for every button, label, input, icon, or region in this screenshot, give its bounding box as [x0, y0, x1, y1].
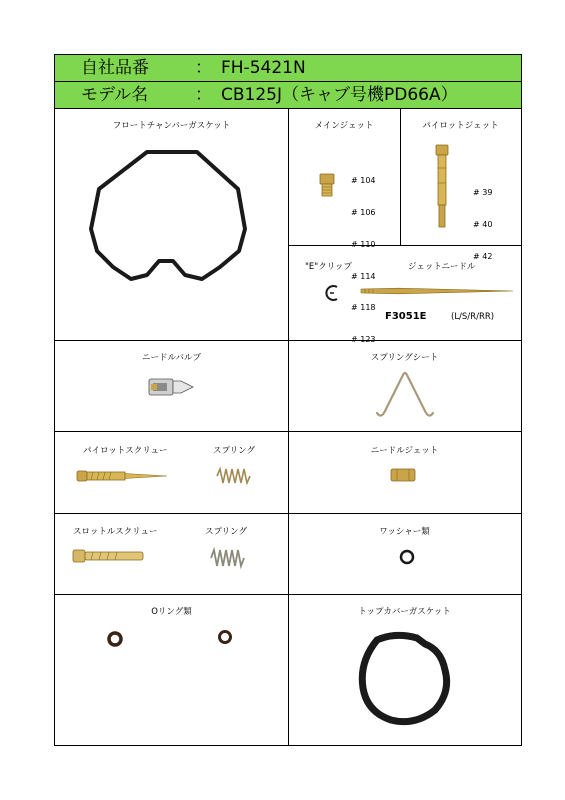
pilot-jet-size: # 40 — [473, 219, 493, 229]
top-cover-gasket-image — [355, 630, 455, 730]
needle-jet-image — [389, 467, 419, 483]
e-clip-image — [323, 283, 343, 303]
main-jet-image — [317, 171, 347, 201]
o-ring-image — [215, 627, 235, 647]
float-gasket-image — [55, 109, 288, 339]
parts-sheet — [54, 54, 522, 746]
o-ring-label: Oリング類 — [151, 607, 192, 617]
model-value: CB125J（キャブ号機PD66A） — [221, 85, 458, 105]
main-jet-size: # 106 — [351, 207, 376, 217]
model-row — [55, 82, 521, 109]
needle-jet-label: ニードルジェット — [370, 446, 439, 456]
main-jet-size: # 114 — [351, 271, 376, 281]
needle-valve-image — [147, 375, 197, 399]
model-colon: ： — [195, 85, 212, 105]
jet-needle-label: ジェットニードル — [408, 262, 476, 272]
main-jet-size: # 118 — [351, 303, 376, 313]
row-divider-4 — [55, 594, 521, 595]
spring-1-label: スプリング — [213, 446, 255, 456]
part-number-label: 自社品番 — [81, 58, 149, 78]
needle-valve-label: ニードルバルブ — [142, 353, 201, 363]
pilot-jet-label: パイロットジェット — [422, 121, 499, 131]
pilot-jet-size: # 42 — [473, 251, 493, 261]
center-divider — [288, 109, 289, 745]
part-number-value: FH-5421N — [221, 58, 306, 78]
pilot-screw-label: パイロットスクリュー — [83, 446, 168, 456]
jet-needle-image — [359, 285, 519, 297]
spring-2-label: スプリング — [205, 527, 247, 537]
jet-needle-models: (L/S/R/RR) — [451, 312, 495, 322]
spring-2-image — [209, 548, 249, 568]
row-divider-2 — [55, 431, 521, 432]
spring-seat-label: スプリングシート — [370, 353, 439, 363]
spring-1-image — [215, 467, 255, 485]
main-jet-label: メインジェット — [314, 121, 374, 131]
pilot-jet-image — [433, 143, 453, 233]
main-jet-size: # 123 — [351, 335, 376, 345]
throttle-screw-label: スロットルスクリュー — [73, 527, 158, 537]
model-label: モデル名 — [81, 85, 149, 105]
row-divider-1 — [55, 340, 521, 341]
jet-needle-code: F3051E — [385, 311, 427, 322]
part-number-colon: ： — [195, 58, 212, 78]
part-number-row — [55, 55, 521, 82]
main-jet-sizes — [351, 155, 376, 367]
main-jet-size: # 104 — [351, 176, 376, 186]
main-jet-size: # 110 — [351, 239, 376, 249]
pilot-screw-image — [75, 468, 175, 484]
row-divider-3 — [55, 513, 521, 514]
throttle-screw-image — [71, 548, 151, 564]
e-clip-label: "E"クリップ — [305, 262, 352, 272]
spring-seat-image — [371, 367, 441, 423]
pilot-jet-size: # 39 — [473, 188, 493, 198]
float-gasket-label: フロートチャンバーガスケット — [112, 121, 231, 131]
top-cover-gasket-label: トップカバーガスケット — [358, 607, 451, 617]
o-ring-image — [105, 629, 125, 649]
washer-image — [397, 547, 417, 567]
washer-label: ワッシャー類 — [379, 527, 430, 537]
